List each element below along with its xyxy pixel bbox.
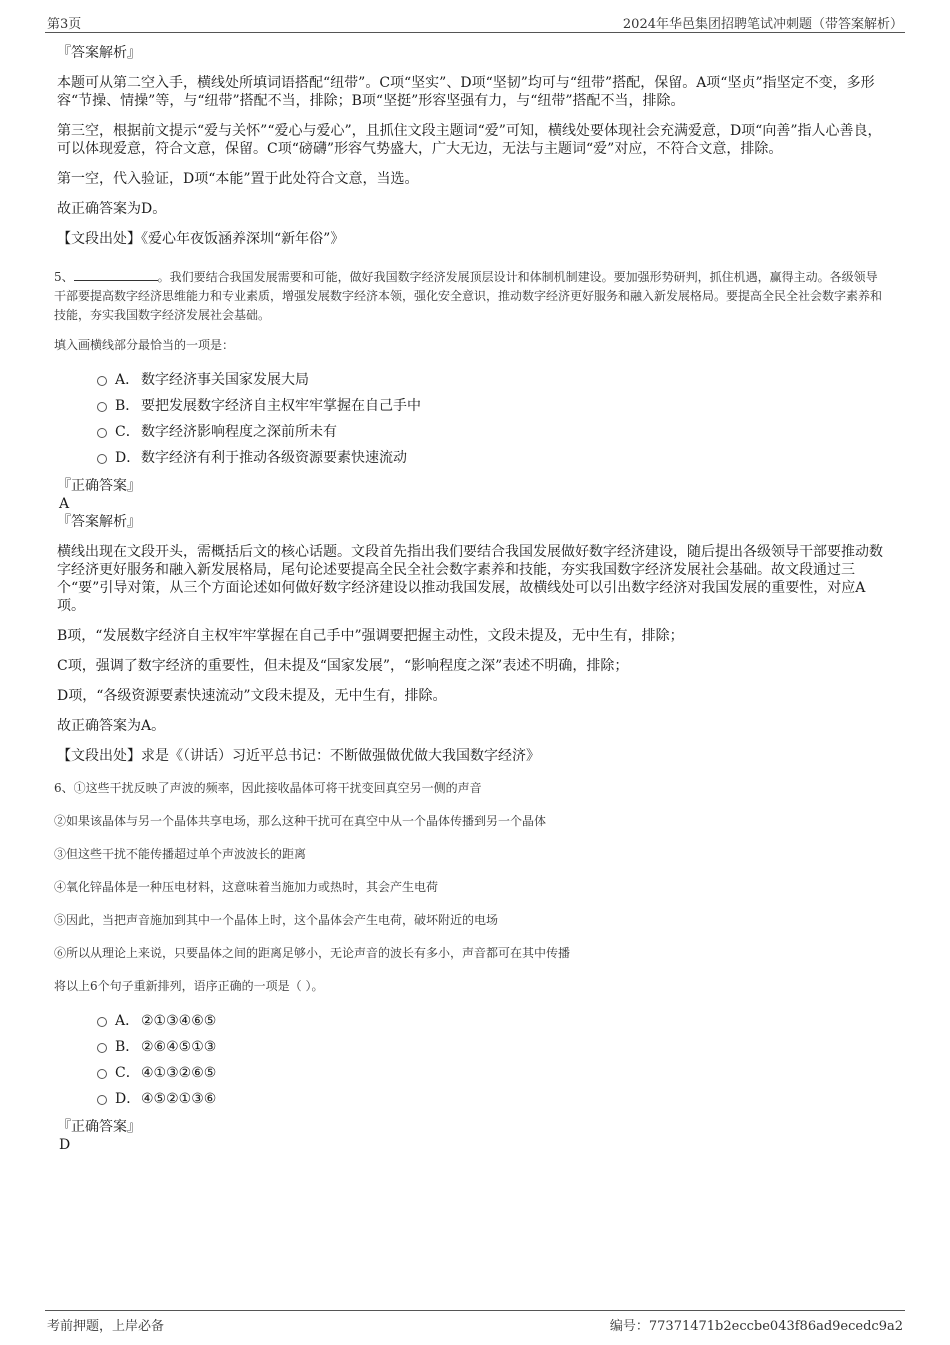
q5-option-c[interactable]: C．数字经济影响程度之深前所未有	[57, 419, 887, 445]
q4-analysis-label: 『答案解析』	[57, 45, 141, 61]
q6-sentence: ⑤因此，当把声音施加到其中一个晶体上时，这个晶体会产生电荷，破坏附近的电场	[54, 913, 499, 927]
q5-option-d[interactable]: D．数字经济有利于推动各级资源要素快速流动	[57, 445, 887, 471]
q4-analysis-paragraph: 第一空，代入验证，D项“本能”置于此处符合文意，当选。	[57, 171, 419, 187]
q5-number: 5、	[54, 270, 74, 284]
q6-correct-answer: D	[59, 1137, 71, 1153]
radio-icon[interactable]	[97, 1069, 107, 1079]
q6-option-a[interactable]: A． ②①③④⑥⑤	[57, 1008, 887, 1034]
q5-stem	[54, 268, 887, 325]
q6-prompt: 将以上6个句子重新排列，语序正确的一项是（ ）。	[54, 979, 324, 993]
q6-sentence: ②如果该晶体与另一个晶体共享电场，那么这种干扰可在真空中从一个晶体传播到另一个晶体	[54, 814, 547, 828]
q4-analysis-paragraph: 故正确答案为D。	[57, 201, 167, 217]
q5-option-a[interactable]: A． 数字经济事关国家发展大局	[57, 367, 887, 393]
q5-stem-text: 。我们要结合我国发展需要和可能，做好我国数字经济发展顶层设计和体制机制建设。要加强形势研判，抓住机遇，赢得主动。各级领导干部要提高数字经济思维能力和专业素质，增强发展数字经济本领，强化安全意识，推动数字经济更好服务和融入新发展格局。要提高全民全社会数字素养和技能，夯实我国数字经济发展社会基础。	[54, 270, 883, 322]
q5-option-b[interactable]: B． 要把发展数字经济自主权牢牢掌握在自己手中	[57, 393, 887, 419]
q6-correct-label: 『正确答案』	[57, 1119, 141, 1135]
q4-source: 【文段出处】《爱心年夜饭涵养深圳“新年俗”》	[57, 231, 345, 247]
radio-icon[interactable]	[97, 428, 107, 438]
q6-option-b[interactable]: B． ②⑥④⑤①③	[57, 1034, 887, 1060]
radio-icon[interactable]	[97, 454, 107, 464]
radio-icon[interactable]	[97, 1043, 107, 1053]
q6-sentence: ④氧化锌晶体是一种压电材料，这意味着当施加力或热时，其会产生电荷	[54, 880, 439, 894]
q5-prompt: 填入画横线部分最恰当的一项是：	[54, 338, 235, 352]
q6-sentence: ③但这些干扰不能传播超过单个声波波长的距离	[54, 847, 307, 861]
q5-correct-answer: A	[59, 496, 70, 512]
q5-analysis-paragraph: D项，“各级资源要素快速流动”文段未提及，无中生有，排除。	[57, 688, 447, 704]
q6-options	[57, 1008, 887, 1112]
q6-sentence: 6、①这些干扰反映了声波的频率，因此接收晶体可将干扰变回真空另一侧的声音	[54, 781, 482, 795]
page-footer	[45, 1310, 905, 1335]
q5-analysis-paragraph: B项，“发展数字经济自主权牢牢掌握在自己手中”强调要把握主动性，文段未提及，无中生有，排除；	[57, 628, 684, 644]
radio-icon[interactable]	[97, 376, 107, 386]
document-title: 2024年华邑集团招聘笔试冲刺题（带答案解析）	[622, 17, 903, 32]
radio-icon[interactable]	[97, 1095, 107, 1105]
radio-icon[interactable]	[97, 402, 107, 412]
q5-analysis-paragraph: 横线出现在文段开头，需概括后文的核心话题。文段首先指出我们要结合我国发展做好数字经济建设，随后提出各级领导干部要推动数字经济更好服务和融入新发展格局，尾句论述要提高全民全社会数字素养和技能，夯实我国数字经济发展社会基础。故文段通过三个“要”引导对策，从三个方面论述如何做好数字经济建设以推动我国发展，故横线处可以引出数字经济对我国发展的重要性，对应A项。	[57, 544, 883, 614]
q5-analysis-label: 『答案解析』	[57, 514, 141, 530]
q6-option-d[interactable]: D．④⑤②①③⑥	[57, 1086, 887, 1112]
page-content	[54, 44, 887, 1154]
page-number: 第3页	[47, 17, 82, 32]
footer-slogan: 考前押题，上岸必备	[47, 1319, 165, 1334]
q5-correct-label: 『正确答案』	[57, 478, 141, 494]
radio-icon[interactable]	[97, 1017, 107, 1027]
q6-sentence: ⑥所以从理论上来说，只要晶体之间的距离足够小，无论声音的波长有多小，声音都可在其中传播	[54, 946, 571, 960]
document-id: 编号：77371471b2eccbe043f86ad9ecedc9a2	[609, 1319, 903, 1334]
q5-analysis-paragraph: C项，强调了数字经济的重要性，但未提及“国家发展”，“影响程度之深”表述不明确，排除；	[57, 658, 629, 674]
q5-source: 【文段出处】求是《（讲话）习近平总书记：不断做强做优做大我国数字经济》	[57, 748, 540, 764]
q5-blank	[74, 268, 158, 281]
q4-analysis-paragraph: 第三空，根据前文提示“爱与关怀”“爱心与爱心”，且抓住文段主题词“爱”可知，横线处要体现社会充满爱意，D项“向善”指人心善良，可以体现爱意，符合文意，保留。C项“磅礴”形容气势盛大，广大无边，无法与主题词“爱”对应，不符合文意，排除。	[57, 123, 882, 157]
q5-options	[57, 367, 887, 471]
q5-analysis-paragraph: 故正确答案为A。	[57, 718, 166, 734]
q6-option-c[interactable]: C．④①③②⑥⑤	[57, 1060, 887, 1086]
q4-analysis-paragraph: 本题可从第二空入手，横线处所填词语搭配“纽带”。C项“坚实”、D项“坚韧”均可与“纽带”搭配，保留。A项“坚贞”指坚定不变，多形容“节操、情操”等，与“纽带”搭配不当，排除；B项“坚挺”形容坚强有力，与“纽带”搭配不当，排除。	[57, 75, 875, 109]
page-header	[45, 8, 905, 33]
